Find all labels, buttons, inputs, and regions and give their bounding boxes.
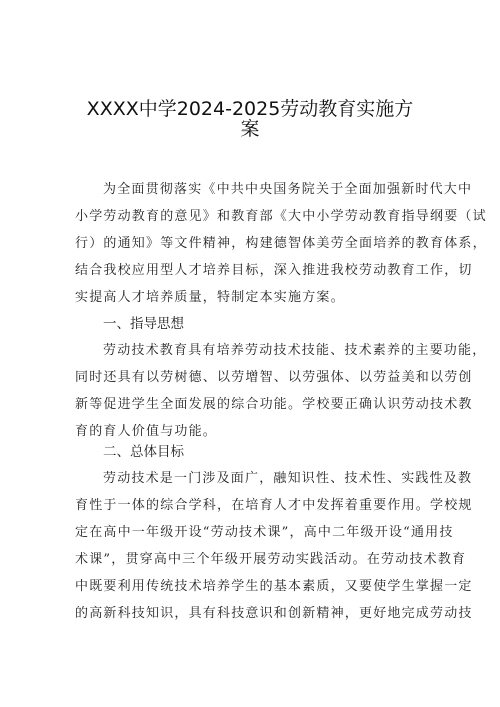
section1-line-3: 新等促进学生全面发展的综合功能。学校要正确认识劳动技术教 [75,397,473,412]
section1-line-1: 劳动技术教育具有培养劳动技术技能、技术素养的主要功能， [103,343,487,358]
document-title-line-1: XXXX中学2024-2025劳动教育实施方 [86,98,414,120]
document-title-line-2: 案 [240,118,260,140]
intro-line-4: 结合我校应用型人才培养目标，深入推进我校劳动教育工作，切 [75,263,473,278]
section2-line-2: 育性于一体的综合学科，在培育人才中发挥着重要作用。学校规 [75,498,473,513]
section2-line-5: 中既要利用传统技术培养学生的基本素质，又要使学生掌握一定 [75,579,473,594]
section-heading-overall-goals: 二、总体目标 [103,444,184,460]
section-heading-guiding-ideology: 一、指导思想 [103,316,184,332]
section2-line-1: 劳动技术是一门涉及面广，融知识性、技术性、实践性及教 [103,471,473,486]
section2-line-6: 的高新科技知识，具有科技意识和创新精神，更好地完成劳动技 [75,606,473,621]
intro-line-3: 行）的通知》等文件精神，构建德智体美劳全面培养的教育体系， [75,236,487,251]
section1-line-2: 同时还具有以劳树德、以劳增智、以劳强体、以劳益美和以劳创 [75,370,473,385]
section2-line-3: 定在高中一年级开设“劳动技术课”，高中二年级开设“通用技 [75,525,454,540]
section2-line-4: 术课”，贯穿高中三个年级开展劳动实践活动。在劳动技术教育 [75,552,467,567]
intro-line-1: 为全面贯彻落实《中共中央国务院关于全面加强新时代大中 [103,182,473,197]
intro-line-5: 实提高人才培养质量，特制定本实施方案。 [75,290,345,305]
section1-line-4: 育的育人价值与功能。 [75,424,218,439]
intro-line-2: 小学劳动教育的意见》和教育部《大中小学劳动教育指导纲要（试 [75,209,487,224]
